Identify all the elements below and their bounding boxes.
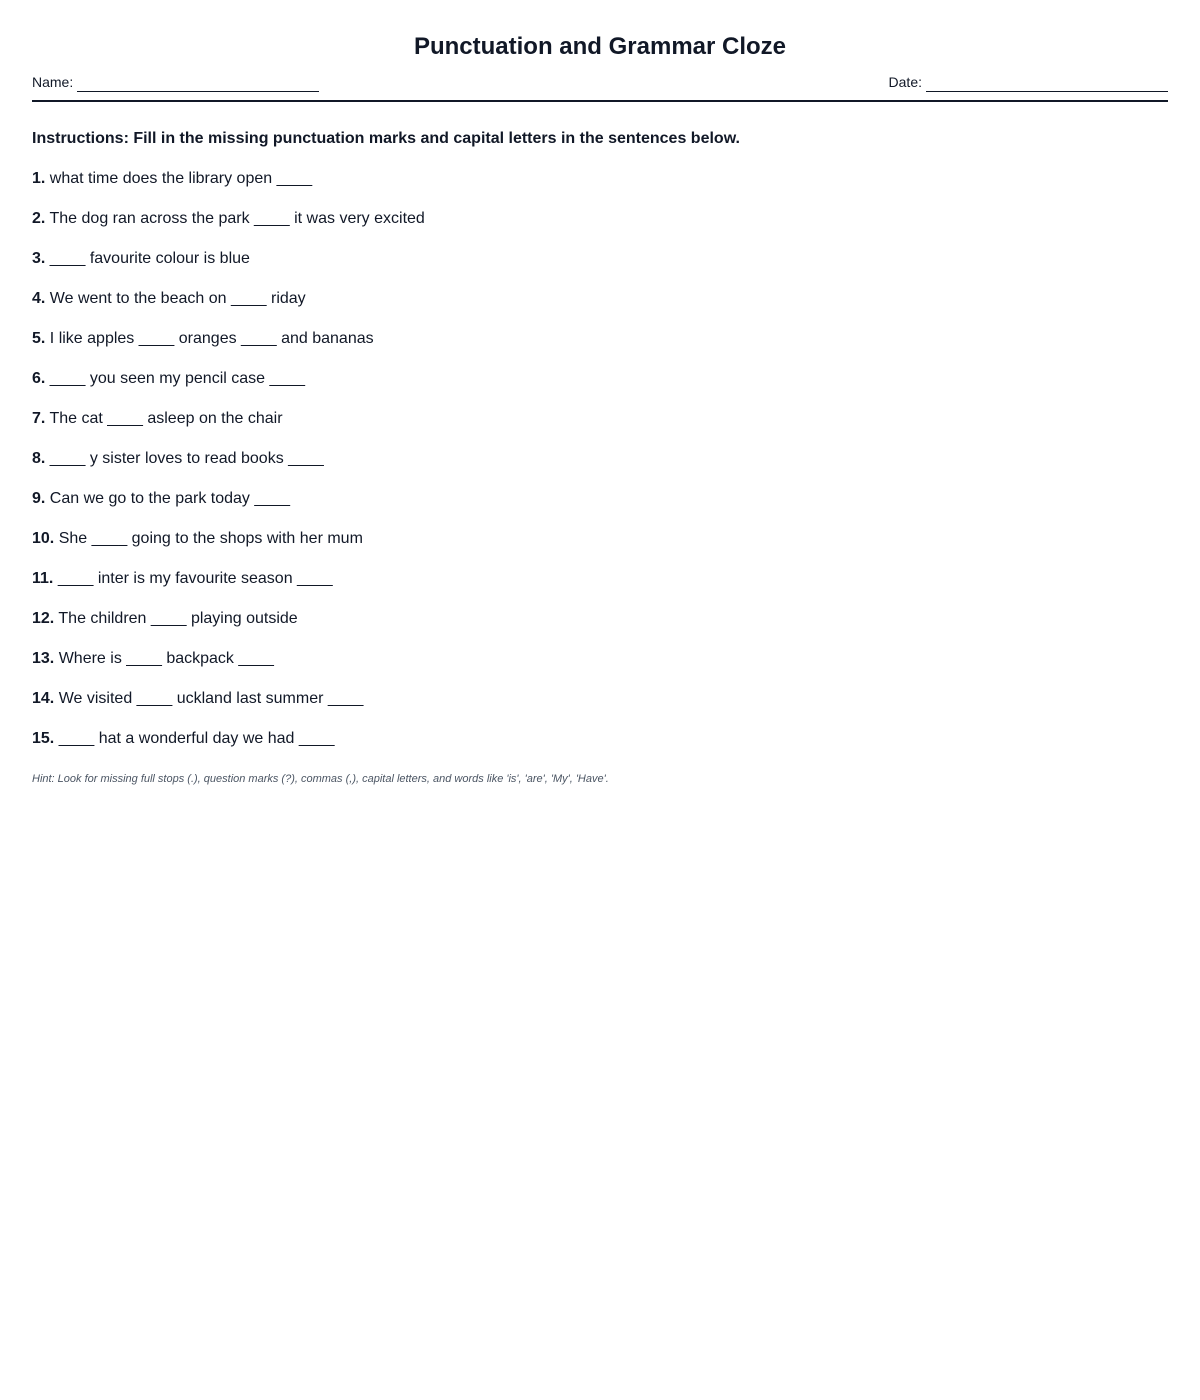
question-text: I like apples ____ oranges ____ and bananas <box>49 330 374 347</box>
name-field <box>32 72 319 92</box>
date-field <box>889 72 1168 92</box>
question-item <box>32 648 1168 670</box>
header-fields <box>32 72 1168 102</box>
question-text: The cat ____ asleep on the chair <box>49 410 283 427</box>
worksheet-page <box>32 0 1168 786</box>
question-item <box>32 248 1168 270</box>
question-number: 10. <box>32 530 55 547</box>
question-number: 13. <box>32 650 55 667</box>
question-number: 1. <box>32 170 46 187</box>
instructions: Instructions: Fill in the missing punctuation marks and capital letters in the sentences below. <box>32 130 740 147</box>
question-text: Can we go to the park today ____ <box>49 490 290 507</box>
page-title: Punctuation and Grammar Cloze <box>413 33 787 60</box>
question-item <box>32 728 1168 750</box>
question-text: The children ____ playing outside <box>58 610 298 627</box>
question-text: Where is ____ backpack ____ <box>58 650 274 667</box>
question-number: 2. <box>32 210 46 227</box>
question-text: We visited ____ uckland last summer ____ <box>58 690 364 707</box>
question-text: We went to the beach on ____ riday <box>49 290 306 307</box>
question-text: what time does the library open ____ <box>49 170 313 187</box>
question-item <box>32 208 1168 230</box>
name-label: Name: <box>32 74 74 90</box>
question-number: 8. <box>32 450 46 467</box>
question-item <box>32 528 1168 550</box>
date-label: Date: <box>888 74 922 90</box>
question-number: 15. <box>32 730 55 747</box>
question-item <box>32 608 1168 630</box>
question-item <box>32 448 1168 470</box>
question-number: 11. <box>32 570 54 587</box>
question-text: ____ favourite colour is blue <box>49 250 250 267</box>
question-number: 12. <box>32 610 55 627</box>
question-item <box>32 368 1168 390</box>
name-blank-line <box>77 75 319 92</box>
question-item <box>32 408 1168 430</box>
question-item <box>32 688 1168 710</box>
question-number: 4. <box>32 290 46 307</box>
question-number: 6. <box>32 370 46 387</box>
question-number: 7. <box>32 410 46 427</box>
question-text: ____ y sister loves to read books ____ <box>49 450 324 467</box>
date-blank-line <box>926 75 1168 92</box>
question-item <box>32 568 1168 590</box>
question-text: She ____ going to the shops with her mum <box>58 530 363 547</box>
question-text: ____ inter is my favourite season ____ <box>57 570 333 587</box>
question-list <box>32 168 1168 750</box>
hint-text: Hint: Look for missing full stops (.), question marks (?), commas (,), capital letters, and words like 'is', 'are', 'My', 'Have'. <box>32 773 609 785</box>
question-item <box>32 488 1168 510</box>
question-item <box>32 288 1168 310</box>
question-item <box>32 168 1168 190</box>
question-text: ____ hat a wonderful day we had ____ <box>58 730 335 747</box>
question-number: 5. <box>32 330 46 347</box>
question-number: 3. <box>32 250 46 267</box>
question-number: 9. <box>32 490 46 507</box>
question-number: 14. <box>32 690 55 707</box>
question-text: ____ you seen my pencil case ____ <box>49 370 306 387</box>
question-text: The dog ran across the park ____ it was very excited <box>49 210 425 227</box>
question-item <box>32 328 1168 350</box>
